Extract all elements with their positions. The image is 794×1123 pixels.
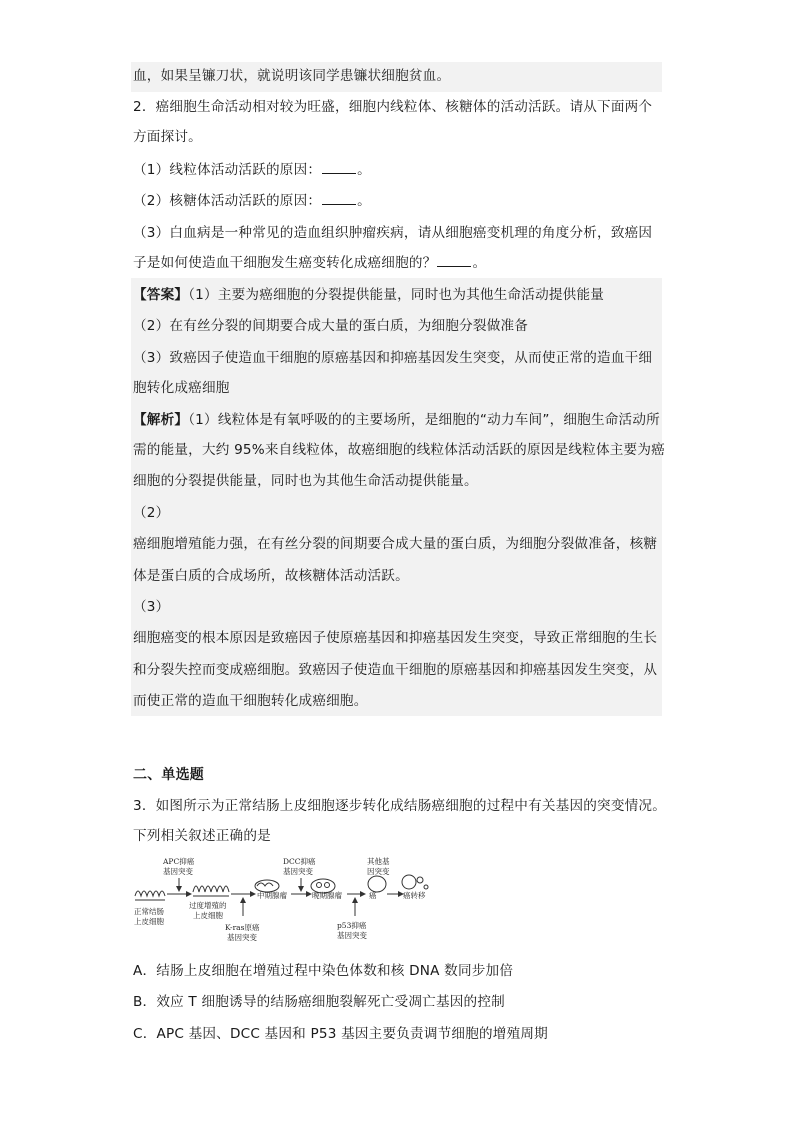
option-b: B．效应 T 细胞诱导的结肠癌细胞裂解死亡受凋亡基因的控制 [133,994,505,1010]
label-normal-1: 正常结肠 [134,907,164,916]
q2-sub2-suffix: 。 [357,193,371,209]
shaded-block-answer [131,278,662,716]
label-normal-2: 上皮细胞 [134,917,164,926]
hyperproliferative-epithelium-icon [193,886,229,896]
continuation-line: 血，如果呈镰刀状，就说明该同学患镰状细胞贫血。 [133,68,451,84]
section-heading: 二、单选题 [133,767,204,783]
analysis2-line1: 癌细胞增殖能力强，在有丝分裂的间期要合成大量的蛋白质，为细胞分裂做准备，核糖 [133,536,658,552]
q2-sub1-prefix: （1）线粒体活动活跃的原因： [133,162,322,178]
analysis-line2: 需的能量，大约 95%来自线粒体，故癌细胞的线粒体活动活跃的原因是线粒体主要为癌 [133,442,665,458]
analysis1-text: （1）线粒体是有氧呼吸的的主要场所，是细胞的“动力车间”，细胞生命活动所 [188,412,660,428]
q2-stem-line2: 方面探讨。 [133,129,202,145]
answer-blank [437,254,471,267]
q2-stem-line1: 2．癌细胞生命活动相对较为旺盛，细胞内线粒体、核糖体的活动活跃。请从下面两个 [133,99,653,115]
q2-sub3-line2 [133,253,486,273]
answer-blank [322,192,356,205]
analysis2-line2: 体是蛋白质的合成场所，故核糖体活动活跃。 [133,568,409,584]
label-hyper-2: 上皮细胞 [193,911,223,920]
q2-sub1 [133,160,371,180]
q2-sub2 [133,191,371,211]
option-c: C．APC 基因、DCC 基因和 P53 基因主要负责调节细胞的增殖周期 [133,1026,548,1042]
label-other-1: 其他基 [367,857,390,866]
label-p53-1: p53抑癌 [337,921,367,930]
label-dcc-2: 基因突变 [283,867,313,876]
answer-tag: 【答案】 [133,287,189,303]
label-hyper-1: 过度增殖的 [189,901,227,910]
label-late-adenoma: 晚期腺瘤 [312,891,342,900]
metastasis-icon [402,875,428,889]
label-cancer: 癌 [369,891,377,900]
answer-line1 [133,285,604,305]
option-a: A．结肠上皮细胞在增殖过程中染色体数和核 DNA 数同步加倍 [133,963,514,979]
label-apc-2: 基因突变 [163,867,193,876]
answer-line4: 胞转化成癌细胞 [133,380,230,396]
q2-sub3-line1: （3）白血病是一种常见的造血组织肿瘤疾病，请从细胞癌变机理的角度分析，致癌因 [133,225,653,241]
cancer-icon [368,876,386,892]
answer1-text: （1）主要为癌细胞的分裂提供能量，同时也为其他生命活动提供能量 [188,287,605,303]
answer-line3: （3）致癌因子使造血干细胞的原癌基因和抑癌基因发生突变，从而使正常的造血干细 [133,350,653,366]
answer-line2: （2）在有丝分裂的间期要合成大量的蛋白质，为细胞分裂做准备 [133,318,529,334]
analysis-line1 [133,410,660,430]
q2-sub3-prefix: 子是如何使造血干细胞发生癌变转化成癌细胞的？ [133,255,437,271]
analysis3-line3: 而使正常的造血干细胞转化成癌细胞。 [133,693,368,709]
label-metastasis: 癌转移 [403,891,426,900]
analysis-tag: 【解析】 [133,412,189,428]
analysis3-line2: 和分裂失控而变成癌细胞。致癌因子使造血干细胞的原癌基因和抑癌基因发生突变，从 [133,662,658,678]
q2-sub1-suffix: 。 [357,162,371,178]
label-dcc-1: DCC抑癌 [283,857,316,866]
analysis3-line1: 细胞癌变的根本原因是致癌因子使原癌基因和抑癌基因发生突变，导致正常细胞的生长 [133,630,658,646]
label-kras-1: K-ras原癌 [225,923,260,932]
normal-epithelium-icon [135,891,165,900]
q2-sub2-prefix: （2）核糖体活动活跃的原因： [133,193,322,209]
label-mid-adenoma: 中期腺瘤 [257,891,287,900]
q2-sub3-suffix: 。 [472,255,487,271]
label-kras-2: 基因突变 [227,933,257,942]
q3-stem-line2: 下列相关叙述正确的是 [133,828,271,844]
cancer-progression-diagram [131,856,441,946]
answer-blank [322,161,356,174]
analysis2-label: （2） [133,505,170,521]
analysis-line3: 细胞的分裂提供能量，同时也为其他生命活动提供能量。 [133,473,478,489]
analysis3-label: （3） [133,599,170,615]
label-apc-1: APC抑癌 [163,857,195,866]
q3-stem-line1: 3．如图所示为正常结肠上皮细胞逐步转化成结肠癌细胞的过程中有关基因的突变情况。 [133,798,667,814]
label-p53-2: 基因突变 [337,931,367,940]
label-other-2: 因突变 [367,867,390,876]
